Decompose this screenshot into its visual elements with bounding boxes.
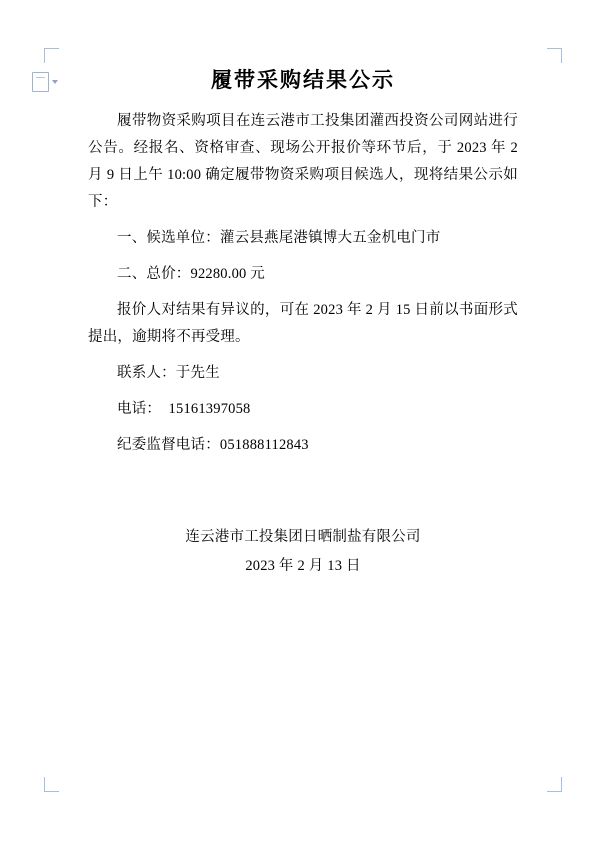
paragraph-phone: 电话： 15161397058 bbox=[117, 401, 251, 417]
signature-date: 2023 年 2 月 13 日 bbox=[245, 558, 361, 574]
paragraph-intro: 履带物资采购项目在连云港市工投集团灌西投资公司网站进行公告。经报名、资格审查、现场公开报价等环节后，于 2023 年 2 月 9 日上午 10:00 确定履带物资采购项目候选人，现将结果公示如下： bbox=[88, 113, 518, 210]
paragraph-candidate: 一、候选单位：灌云县燕尾港镇博大五金机电门市 bbox=[117, 230, 441, 246]
paragraph-total-price: 二、总价：92280.00 元 bbox=[117, 266, 265, 282]
signature-organization: 连云港市工投集团日晒制盐有限公司 bbox=[185, 529, 421, 545]
paragraph-contact-person: 联系人：于先生 bbox=[117, 365, 220, 381]
document-icon-control[interactable] bbox=[32, 72, 58, 92]
margin-mark-top-right bbox=[547, 48, 562, 63]
signature-spacer bbox=[88, 468, 518, 524]
paragraph-objection: 报价人对结果有异议的，可在 2023 年 2 月 15 日前以书面形式提出，逾期将不再受理。 bbox=[88, 302, 518, 345]
document-body bbox=[88, 48, 518, 582]
margin-mark-bottom-right bbox=[547, 777, 562, 792]
margin-mark-top-left bbox=[44, 48, 59, 63]
chevron-down-icon[interactable] bbox=[52, 80, 58, 84]
document-icon bbox=[32, 72, 49, 92]
margin-mark-bottom-left bbox=[44, 777, 59, 792]
signature-block bbox=[88, 524, 518, 580]
page-title: 履带采购结果公示 bbox=[211, 68, 395, 92]
paragraph-supervision-phone: 纪委监督电话：051888112843 bbox=[117, 437, 309, 453]
